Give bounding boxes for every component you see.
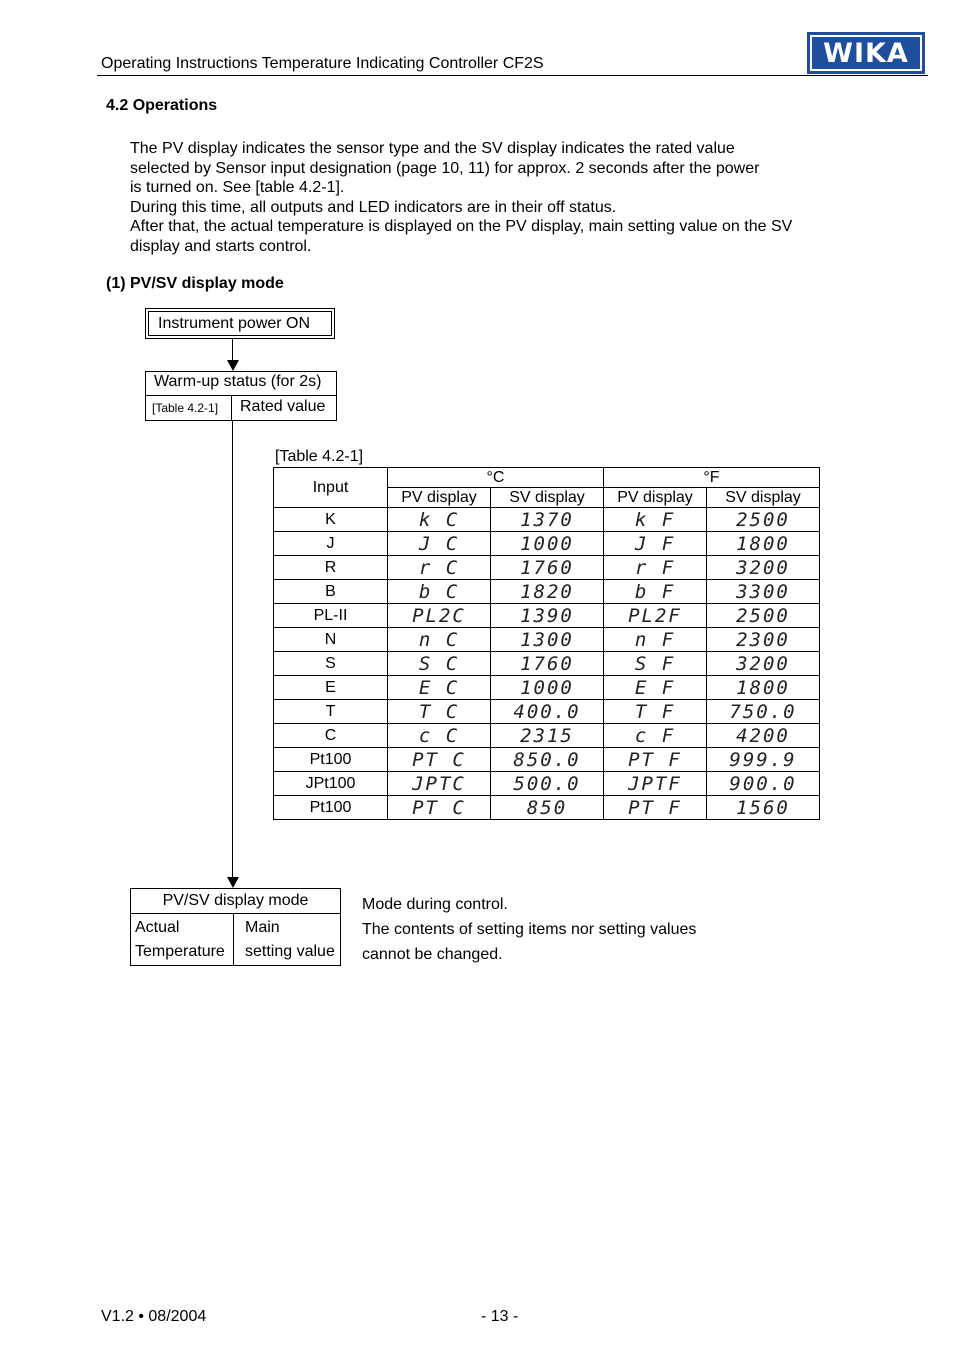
table-row bbox=[274, 724, 820, 748]
table-cell-input: R bbox=[274, 556, 388, 580]
table-cell-pv-f: E F bbox=[604, 676, 707, 700]
table-cell-input: B bbox=[274, 580, 388, 604]
display-mode-title: PV/SV display mode bbox=[131, 889, 340, 914]
table-cell-sv-f: 4200 bbox=[707, 724, 820, 748]
table-cell-sv-f: 1800 bbox=[707, 676, 820, 700]
table-cell-sv-f: 2500 bbox=[707, 604, 820, 628]
paragraph-line: During this time, all outputs and LED indicators are in their off status. bbox=[130, 198, 617, 216]
power-on-box bbox=[145, 308, 335, 339]
table-cell-input: E bbox=[274, 676, 388, 700]
table-row bbox=[274, 556, 820, 580]
table-cell-input: S bbox=[274, 652, 388, 676]
table-cell-input: Pt100 bbox=[274, 748, 388, 772]
paragraph-line: After that, the actual temperature is displayed on the PV display, main setting value on the SV bbox=[130, 218, 793, 235]
table-row bbox=[274, 628, 820, 652]
paragraph-line: selected by Sensor input designation (page 10, 11) for approx. 2 seconds after the power bbox=[130, 159, 760, 177]
warmup-rated-value: Rated value bbox=[240, 398, 326, 415]
display-mode-pv-line: Temperature bbox=[135, 943, 225, 960]
paragraph-line: The PV display indicates the sensor type and the SV display indicates the rated value bbox=[130, 140, 735, 157]
table-header-sv-f: SV display bbox=[707, 488, 820, 508]
table-cell-pv-c: PT C bbox=[388, 748, 491, 772]
table-cell-sv-f: 1560 bbox=[707, 796, 820, 820]
table-cell-pv-c: k C bbox=[388, 508, 491, 532]
table-cell-pv-f: PL2F bbox=[604, 604, 707, 628]
table-cell-sv-c: 1390 bbox=[491, 604, 604, 628]
table-cell-input: Pt100 bbox=[274, 796, 388, 820]
table-cell-pv-c: JPTC bbox=[388, 772, 491, 796]
table-cell-pv-f: T F bbox=[604, 700, 707, 724]
table-cell-pv-c: r C bbox=[388, 556, 491, 580]
wika-logo bbox=[807, 32, 925, 74]
table-cell-pv-f: c F bbox=[604, 724, 707, 748]
table-cell-pv-f: r F bbox=[604, 556, 707, 580]
description-line: The contents of setting items nor setting values bbox=[362, 921, 697, 938]
table-cell-sv-c: 1820 bbox=[491, 580, 604, 604]
arrow-down-icon bbox=[227, 877, 239, 888]
table-cell-input: J bbox=[274, 532, 388, 556]
table-cell-sv-c: 1300 bbox=[491, 628, 604, 652]
table-cell-sv-f: 1800 bbox=[707, 532, 820, 556]
header-title: Operating Instructions Temperature Indicating Controller CF2S bbox=[101, 55, 544, 72]
table-header-pv-f: PV display bbox=[604, 488, 707, 508]
table-row bbox=[274, 796, 820, 820]
table-cell-sv-f: 999.9 bbox=[707, 748, 820, 772]
table-cell-sv-f: 900.0 bbox=[707, 772, 820, 796]
table-cell-pv-c: c C bbox=[388, 724, 491, 748]
table-cell-pv-f: S F bbox=[604, 652, 707, 676]
table-cell-pv-c: S C bbox=[388, 652, 491, 676]
subsection-title: (1) PV/SV display mode bbox=[106, 275, 284, 292]
table-cell-sv-c: 1370 bbox=[491, 508, 604, 532]
display-mode-box bbox=[130, 888, 341, 966]
table-cell-pv-f: JPTF bbox=[604, 772, 707, 796]
table-cell-pv-c: PL2C bbox=[388, 604, 491, 628]
display-mode-description bbox=[362, 892, 696, 967]
warmup-table-ref: [Table 4.2-1] bbox=[146, 396, 232, 420]
table-cell-sv-c: 850.0 bbox=[491, 748, 604, 772]
table-cell-input: T bbox=[274, 700, 388, 724]
flow-connector bbox=[232, 421, 233, 878]
table-header-input: Input bbox=[274, 468, 388, 508]
display-mode-sv-line: Main bbox=[245, 919, 280, 936]
table-row bbox=[274, 532, 820, 556]
table-cell-pv-c: E C bbox=[388, 676, 491, 700]
table-cell-pv-c: J C bbox=[388, 532, 491, 556]
description-line: Mode during control. bbox=[362, 896, 508, 913]
table-cell-sv-f: 2300 bbox=[707, 628, 820, 652]
sensor-table bbox=[273, 467, 820, 820]
table-row bbox=[274, 748, 820, 772]
table-cell-pv-f: PT F bbox=[604, 796, 707, 820]
table-cell-pv-f: J F bbox=[604, 532, 707, 556]
table-row bbox=[274, 772, 820, 796]
table-header-celsius: °C bbox=[388, 468, 604, 488]
paragraph-line: is turned on. See [table 4.2-1]. bbox=[130, 179, 345, 196]
table-cell-pv-f: PT F bbox=[604, 748, 707, 772]
table-cell-sv-c: 1760 bbox=[491, 556, 604, 580]
table-cell-pv-c: T C bbox=[388, 700, 491, 724]
arrow-down-icon bbox=[227, 360, 239, 371]
table-row bbox=[274, 580, 820, 604]
table-cell-pv-f: k F bbox=[604, 508, 707, 532]
table-cell-pv-f: n F bbox=[604, 628, 707, 652]
table-cell-sv-c: 500.0 bbox=[491, 772, 604, 796]
table-caption: [Table 4.2-1] bbox=[275, 448, 364, 465]
table-header-sv-c: SV display bbox=[491, 488, 604, 508]
table-header-pv-c: PV display bbox=[388, 488, 491, 508]
table-row bbox=[274, 700, 820, 724]
section-paragraph bbox=[130, 139, 850, 256]
table-row bbox=[274, 604, 820, 628]
table-cell-input: C bbox=[274, 724, 388, 748]
table-cell-sv-c: 2315 bbox=[491, 724, 604, 748]
power-on-label: Instrument power ON bbox=[148, 311, 332, 336]
footer-version: V1.2 • 08/2004 bbox=[101, 1308, 207, 1325]
paragraph-line: display and starts control. bbox=[130, 237, 312, 255]
table-cell-input: K bbox=[274, 508, 388, 532]
warmup-box bbox=[145, 371, 337, 421]
flow-connector bbox=[232, 339, 233, 360]
warmup-title: Warm-up status (for 2s) bbox=[146, 372, 336, 396]
table-cell-sv-f: 3200 bbox=[707, 652, 820, 676]
table-cell-sv-f: 3200 bbox=[707, 556, 820, 580]
table-cell-sv-f: 750.0 bbox=[707, 700, 820, 724]
header-divider bbox=[97, 75, 928, 76]
table-cell-input: PL-II bbox=[274, 604, 388, 628]
display-mode-pv bbox=[131, 914, 234, 965]
table-cell-sv-c: 1760 bbox=[491, 652, 604, 676]
table-cell-pv-f: b F bbox=[604, 580, 707, 604]
table-row bbox=[274, 676, 820, 700]
table-row bbox=[274, 508, 820, 532]
table-cell-sv-c: 400.0 bbox=[491, 700, 604, 724]
display-mode-sv-line: setting value bbox=[245, 943, 335, 960]
table-row bbox=[274, 652, 820, 676]
section-title: 4.2 Operations bbox=[106, 97, 218, 114]
page-number: - 13 - bbox=[481, 1308, 519, 1325]
table-cell-sv-c: 1000 bbox=[491, 676, 604, 700]
table-cell-input: JPt100 bbox=[274, 772, 388, 796]
table-header-fahrenheit: °F bbox=[604, 468, 820, 488]
table-cell-sv-f: 3300 bbox=[707, 580, 820, 604]
table-cell-pv-c: b C bbox=[388, 580, 491, 604]
display-mode-sv bbox=[234, 914, 335, 965]
table-cell-pv-c: n C bbox=[388, 628, 491, 652]
table-cell-input: N bbox=[274, 628, 388, 652]
wika-logo-text: WIKA bbox=[812, 37, 920, 69]
table-cell-sv-c: 850 bbox=[491, 796, 604, 820]
table-cell-pv-c: PT C bbox=[388, 796, 491, 820]
table-cell-sv-c: 1000 bbox=[491, 532, 604, 556]
table-cell-sv-f: 2500 bbox=[707, 508, 820, 532]
description-line: cannot be changed. bbox=[362, 946, 503, 963]
display-mode-pv-line: Actual bbox=[135, 919, 180, 936]
